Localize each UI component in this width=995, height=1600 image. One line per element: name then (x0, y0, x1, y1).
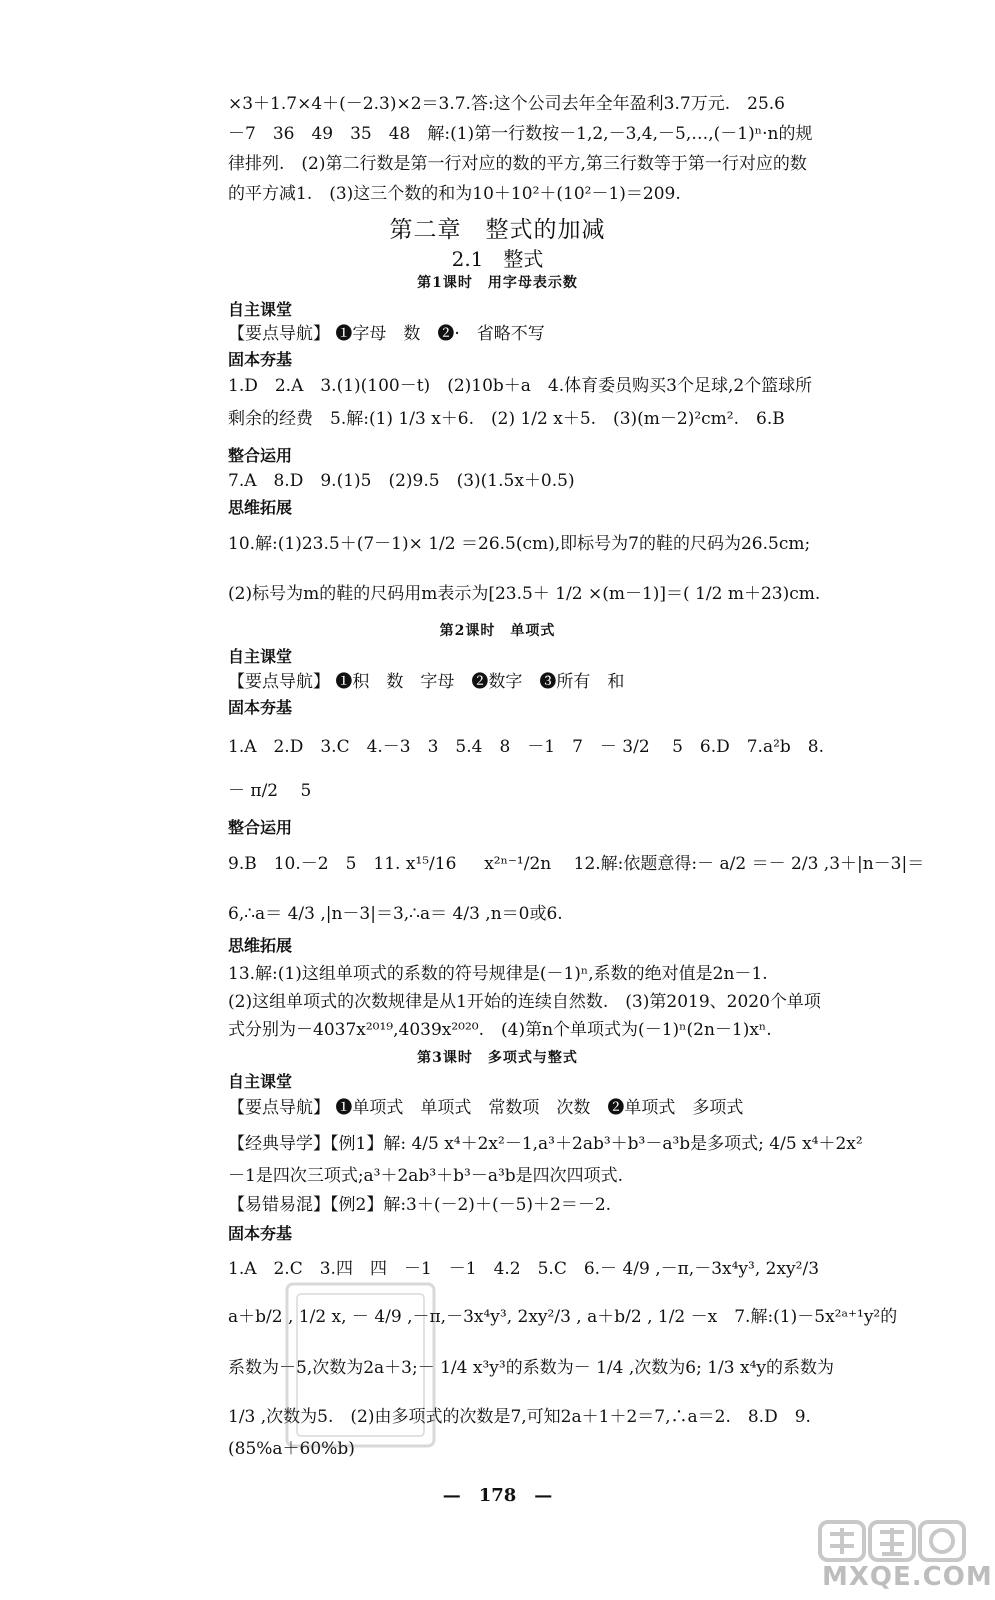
section-title: 2.1 整式 (451, 247, 544, 271)
text-line: 1/3 ,次数为5. (2)由多项式的次数是7,可知2a＋1＋2＝7,∴a＝2. 8.D 9. (228, 1407, 811, 1427)
text-line: 【要点导航】 ❶字母 数 ❷· 省略不写 (228, 324, 545, 344)
text-line: 式分别为－4037x²⁰¹⁹,4039x²⁰²⁰. (4)第n个单项式为(－1)ⁿ(2n－1)xⁿ. (228, 1020, 772, 1040)
heading-extension: 思维拓展 (228, 936, 293, 955)
chapter-title: 第二章 整式的加减 (389, 217, 606, 243)
text-line: (85%a＋60%b) (228, 1439, 355, 1459)
text-line: 剩余的经费 5.解:(1) 1/3 x＋6. (2) 1/2 x＋5. (3)(m－2)²cm². 6.B (228, 409, 785, 429)
heading-integrated: 整合运用 (228, 818, 293, 837)
heading-self-study: 自主课堂 (228, 300, 293, 319)
text-line: 1.D 2.A 3.(1)(100－t) (2)10b＋a 4.体育委员购买3个足球,2个篮球所 (228, 376, 813, 396)
lesson-title: 第1课时 用字母表示数 (417, 275, 578, 291)
heading-self-study: 自主课堂 (228, 647, 293, 666)
watermark-url: MXQE.COM (822, 1562, 993, 1592)
text-line: 9.B 10.－2 5 11. x¹⁵/16 x²ⁿ⁻¹/2n 12.解:依题意得:－ a/2 ＝－ 2/3 ,3＋|n－3|＝ (228, 854, 925, 874)
text-line: 6,∴a＝ 4/3 ,|n－3|＝3,∴a＝ 4/3 ,n＝0或6. (228, 904, 563, 924)
text-line: 7.A 8.D 9.(1)5 (2)9.5 (3)(1.5x＋0.5) (228, 471, 575, 491)
text-line: 【要点导航】 ❶单项式 单项式 常数项 次数 ❷单项式 多项式 (228, 1098, 744, 1118)
text-line: 【易错易混】【例2】解:3＋(－2)＋(－5)＋2＝－2. (228, 1195, 612, 1215)
text-line: 1.A 2.C 3.四 四 －1 －1 4.2 5.C 6.－ 4/9 ,－π,－3x⁴y³, 2xy²/3 (228, 1259, 820, 1279)
heading-integrated: 整合运用 (228, 446, 293, 465)
text-line: 【经典导学】【例1】解: 4/5 x⁴＋2x²－1,a³＋2ab³＋b³－a³b是多项式; 4/5 x⁴＋2x² (228, 1134, 863, 1154)
text-line: 1.A 2.D 3.C 4.－3 3 5.4 8 －1 7 － 3/2 5 6.D 7.a²b 8. (228, 737, 825, 757)
answer-logo-icon (818, 1518, 968, 1564)
heading-extension: 思维拓展 (228, 498, 293, 517)
text-line: 律排列. (2)第二行数是第一行对应的数的平方,第三行数等于第一行对应的数 (228, 154, 807, 174)
lesson-title: 第3课时 多项式与整式 (417, 1050, 578, 1066)
text-line: (2)标号为m的鞋的尺码用m表示为[23.5＋ 1/2 ×(m－1)]＝( 1/2 m＋23)cm. (228, 584, 821, 604)
heading-basics: 固本夯基 (228, 698, 293, 717)
stamp-watermark-icon (283, 1280, 438, 1450)
text-line: 系数为－5,次数为2a＋3;－ 1/4 x³y³的系数为－ 1/4 ,次数为6; 1/3 x⁴y的系数为 (228, 1358, 834, 1378)
text-line: 10.解:(1)23.5＋(7－1)× 1/2 ＝26.5(cm),即标号为7的鞋的尺码为26.5cm; (228, 534, 811, 554)
text-line: 的平方减1. (3)这三个数的和为10＋10²＋(10²－1)＝209. (228, 184, 681, 204)
lesson-title: 第2课时 单项式 (439, 623, 556, 639)
text-line: － π/2 5 (228, 781, 312, 801)
heading-basics: 固本夯基 (228, 1224, 293, 1243)
text-line: 【要点导航】 ❶积 数 字母 ❷数字 ❸所有 和 (228, 672, 625, 692)
text-line: 13.解:(1)这组单项式的系数的符号规律是(－1)ⁿ,系数的绝对值是2n－1. (228, 964, 768, 984)
text-line: －7 36 49 35 48 解:(1)第一行数按－1,2,－3,4,－5,…,(－1)ⁿ·n的规 (228, 124, 813, 144)
text-line: a＋b/2 , 1/2 x, － 4/9 ,－π,－3x⁴y³, 2xy²/3 , a＋b/2 , 1/2 －x 7.解:(1)－5x²ᵃ⁺¹y²的 (228, 1307, 898, 1327)
text-line: (2)这组单项式的次数规律是从1开始的连续自然数. (3)第2019、2020个单项 (228, 992, 821, 1012)
text-line: －1是四次三项式;a³＋2ab³＋b³－a³b是四次四项式. (228, 1166, 624, 1186)
text-line: ×3＋1.7×4＋(－2.3)×2＝3.7.答:这个公司去年全年盈利3.7万元. 25.6 (228, 94, 785, 114)
page-number: — 178 — (442, 1485, 553, 1506)
heading-self-study: 自主课堂 (228, 1072, 293, 1091)
heading-basics: 固本夯基 (228, 350, 293, 369)
